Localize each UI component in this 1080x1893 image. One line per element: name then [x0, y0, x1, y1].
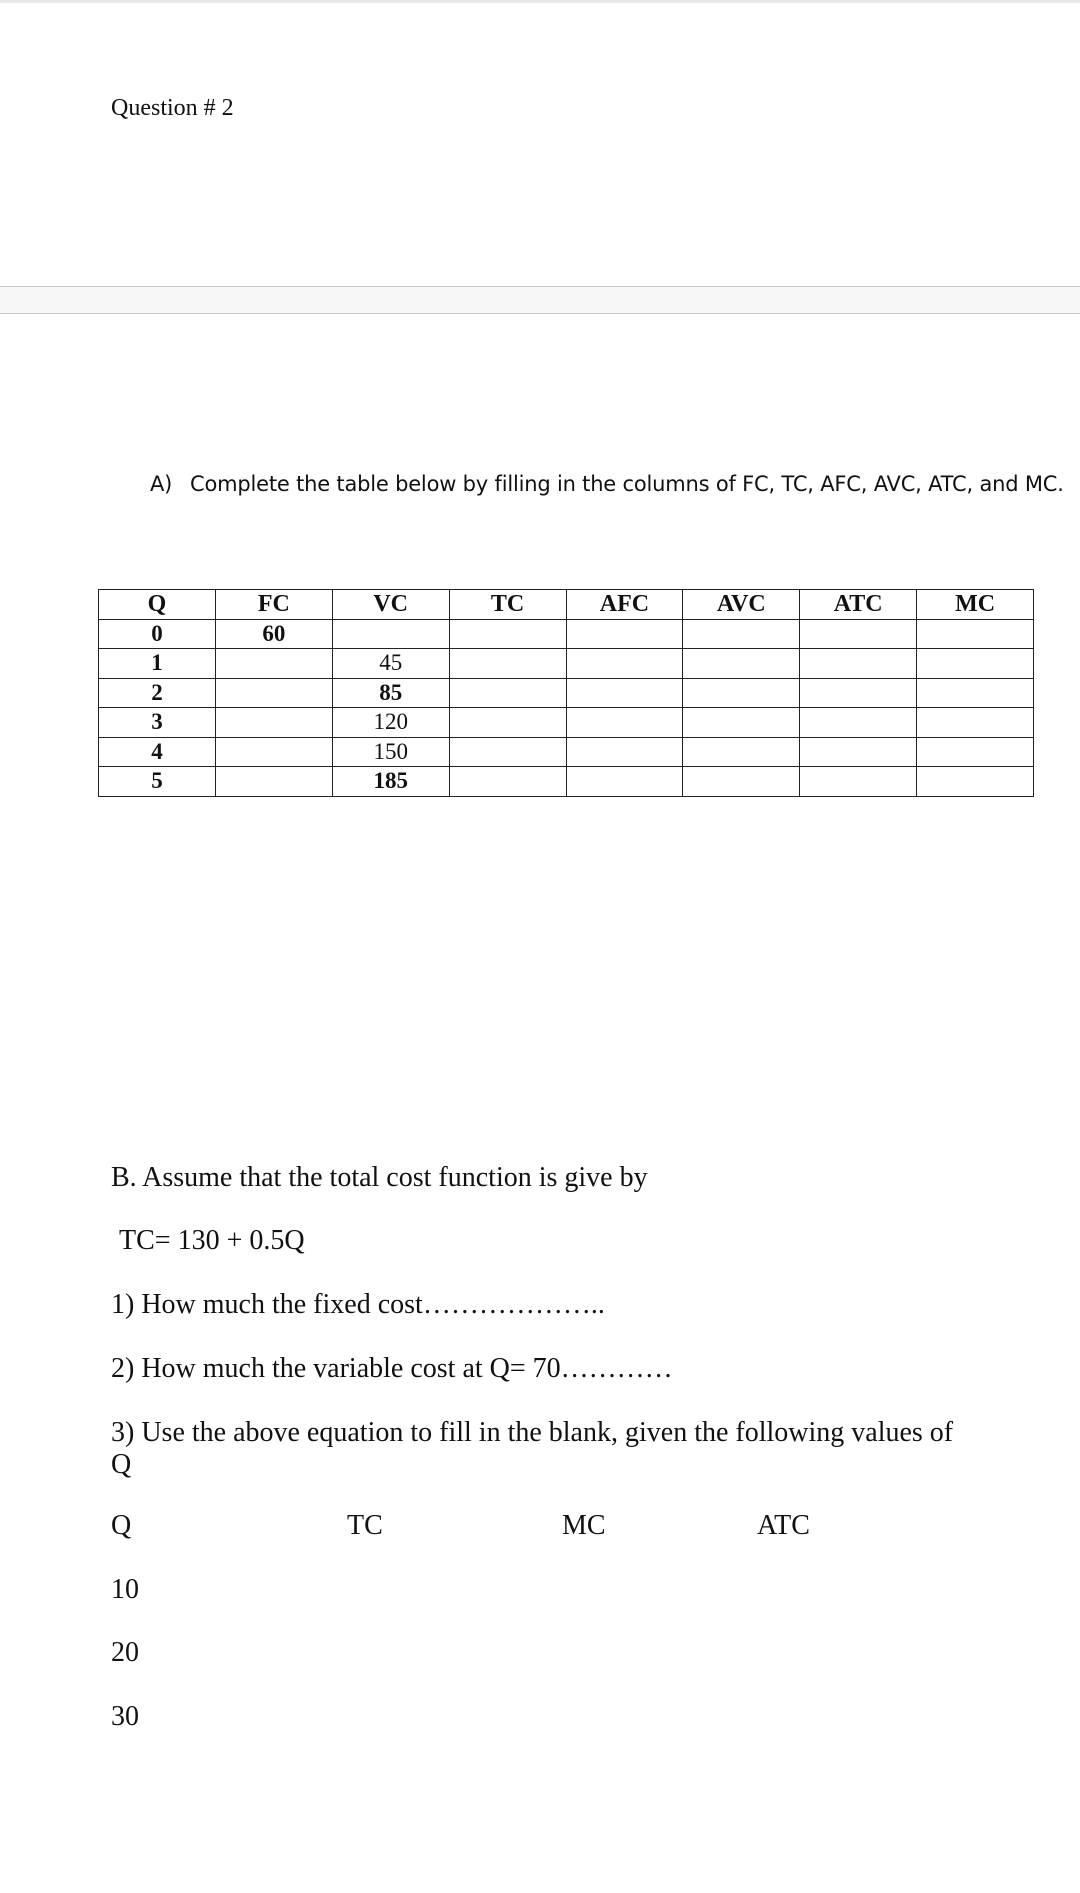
cell-vc: 150 — [332, 737, 449, 767]
table-row — [99, 678, 1034, 708]
cell-q: 4 — [99, 737, 216, 767]
cell-avc[interactable] — [683, 767, 800, 797]
cell-avc[interactable] — [683, 737, 800, 767]
cell-q: 5 — [99, 767, 216, 797]
table-row — [99, 737, 1034, 767]
question-title: Question # 2 — [111, 95, 234, 121]
cell-mc[interactable] — [917, 649, 1034, 679]
cell-atc[interactable] — [800, 649, 917, 679]
cell-afc[interactable] — [566, 737, 683, 767]
q-value: 30 — [111, 1701, 139, 1732]
table-row — [99, 708, 1034, 738]
cell-mc[interactable] — [917, 619, 1034, 649]
table-header-row — [99, 590, 1034, 620]
cell-mc[interactable] — [917, 678, 1034, 708]
header-avc: AVC — [683, 590, 800, 620]
cell-atc[interactable] — [800, 619, 917, 649]
cell-tc[interactable] — [449, 708, 566, 738]
table-row — [99, 619, 1034, 649]
question-2: 2) How much the variable cost at Q= 70………… — [111, 1353, 673, 1384]
cell-afc[interactable] — [566, 619, 683, 649]
cell-atc[interactable] — [800, 737, 917, 767]
cell-fc[interactable] — [215, 737, 332, 767]
cell-afc[interactable] — [566, 708, 683, 738]
tc-equation: TC= 130 + 0.5Q — [119, 1225, 305, 1256]
part-a-label: A) — [150, 472, 173, 496]
cell-tc[interactable] — [449, 678, 566, 708]
cell-tc[interactable] — [449, 619, 566, 649]
cell-vc: 45 — [332, 649, 449, 679]
cell-fc[interactable] — [215, 649, 332, 679]
cell-avc[interactable] — [683, 678, 800, 708]
cell-afc[interactable] — [566, 767, 683, 797]
cell-tc[interactable] — [449, 649, 566, 679]
cell-fc: 60 — [215, 619, 332, 649]
cell-fc[interactable] — [215, 678, 332, 708]
cell-q: 0 — [99, 619, 216, 649]
cell-vc: 185 — [332, 767, 449, 797]
fill-header-atc: ATC — [757, 1510, 810, 1541]
cell-atc[interactable] — [800, 767, 917, 797]
part-b-intro: B. Assume that the total cost function is give by — [111, 1162, 648, 1193]
cell-avc[interactable] — [683, 708, 800, 738]
cell-mc[interactable] — [917, 737, 1034, 767]
cell-atc[interactable] — [800, 678, 917, 708]
top-edge — [0, 0, 1080, 3]
cell-vc — [332, 619, 449, 649]
fill-header-tc: TC — [347, 1510, 383, 1541]
cell-fc[interactable] — [215, 708, 332, 738]
cell-mc[interactable] — [917, 767, 1034, 797]
header-tc: TC — [449, 590, 566, 620]
cell-avc[interactable] — [683, 619, 800, 649]
cell-tc[interactable] — [449, 737, 566, 767]
part-a-text: Complete the table below by filling in the columns of FC, TC, AFC, AVC, ATC, and MC. — [190, 472, 1064, 496]
question-3-line-1: 3) Use the above equation to fill in the blank, given the following values of — [111, 1417, 954, 1448]
header-q: Q — [99, 590, 216, 620]
page-divider — [0, 286, 1080, 314]
cell-q: 2 — [99, 678, 216, 708]
part-a-instruction — [150, 472, 1064, 496]
cell-q: 3 — [99, 708, 216, 738]
header-atc: ATC — [800, 590, 917, 620]
cell-vc: 120 — [332, 708, 449, 738]
cell-afc[interactable] — [566, 678, 683, 708]
cell-q: 1 — [99, 649, 216, 679]
question-3-line-2: Q — [111, 1449, 132, 1480]
cost-table — [98, 589, 1034, 797]
cell-fc[interactable] — [215, 767, 332, 797]
cell-mc[interactable] — [917, 708, 1034, 738]
cell-tc[interactable] — [449, 767, 566, 797]
table-row — [99, 649, 1034, 679]
header-mc: MC — [917, 590, 1034, 620]
cell-vc: 85 — [332, 678, 449, 708]
fill-header-mc: MC — [562, 1510, 606, 1541]
header-vc: VC — [332, 590, 449, 620]
cell-atc[interactable] — [800, 708, 917, 738]
header-afc: AFC — [566, 590, 683, 620]
cell-afc[interactable] — [566, 649, 683, 679]
cell-avc[interactable] — [683, 649, 800, 679]
q-value: 20 — [111, 1637, 139, 1668]
fill-header-q: Q — [111, 1510, 132, 1541]
table-row — [99, 767, 1034, 797]
header-fc: FC — [215, 590, 332, 620]
q-value: 10 — [111, 1574, 139, 1605]
question-1: 1) How much the fixed cost……………….. — [111, 1289, 605, 1320]
